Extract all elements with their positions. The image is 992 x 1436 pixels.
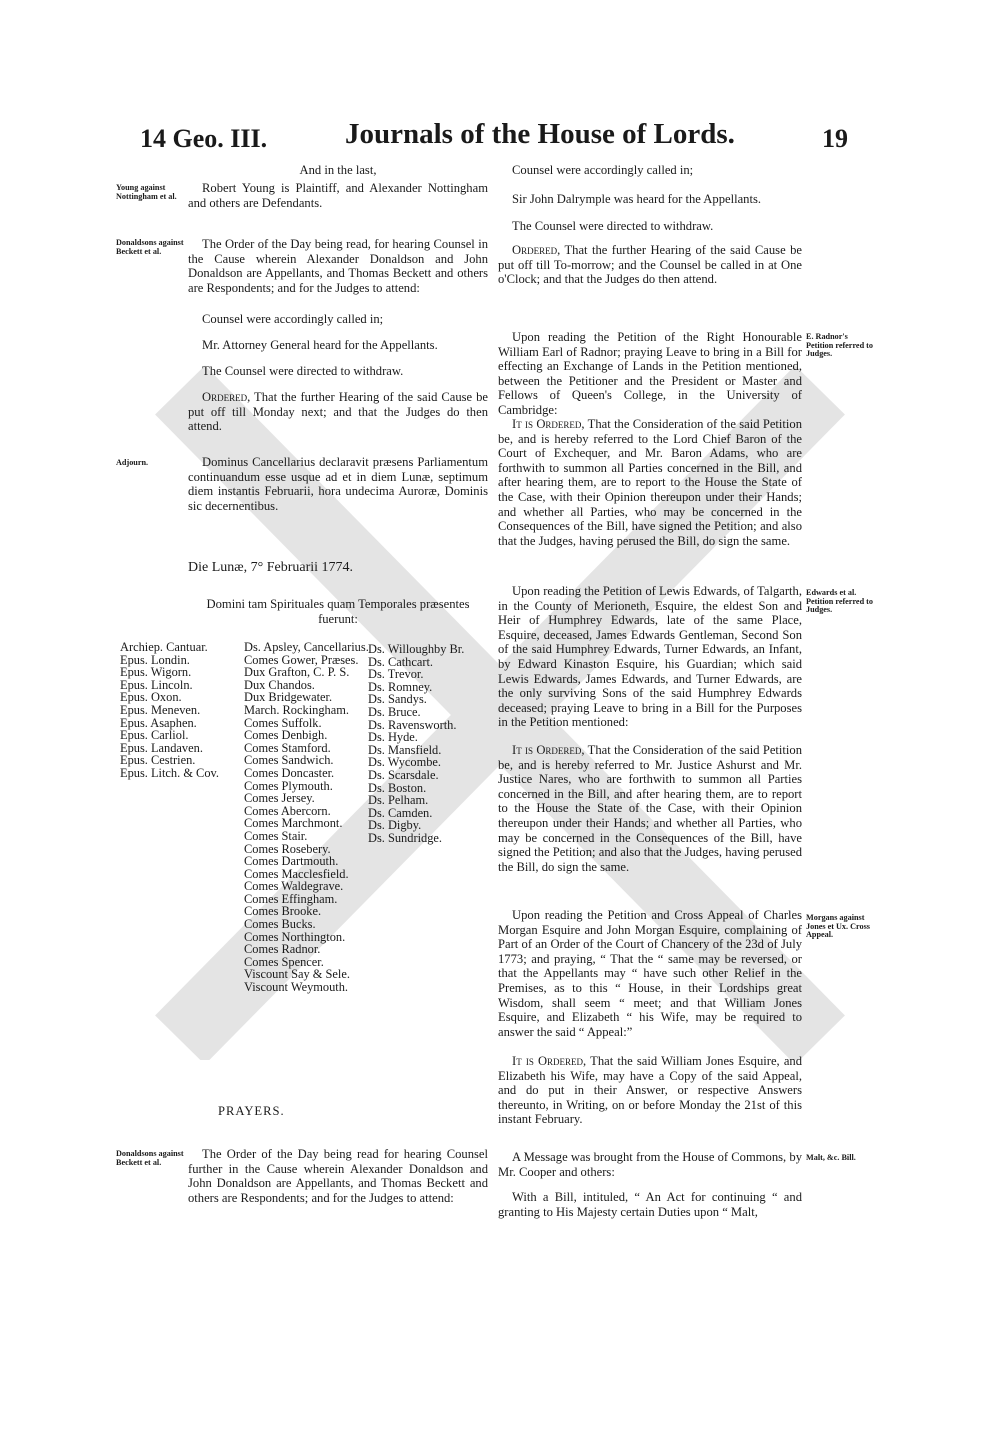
lord-name: Comes Spencer. — [244, 954, 324, 969]
regnal-year: 14 Geo. III. — [140, 124, 268, 153]
lord-name: Ds. Wycombe. — [368, 755, 442, 770]
lord-name: Ds. Digby. — [368, 818, 422, 833]
donaldson-paragraph-2: The Order of the Day being read for hearing Counsel further in the Cause wherein Alexander Donaldson and John Donaldson are Appellants, and Thomas Beckett and others are Respondents; and for the Judges to attend: — [188, 1147, 488, 1205]
margin-radnor: E. Radnor's Petition referred to Judges. — [806, 332, 873, 359]
margin-edwards: Edwards et al. Petition referred to Judges. — [806, 588, 873, 615]
lord-name: Ds. Pelham. — [368, 793, 429, 808]
lord-name: Comes Rosebery. — [244, 841, 331, 856]
lord-name: Ds. Mansfield. — [368, 742, 442, 757]
edwards-petition: Upon reading the Petition of Lewis Edwards, of Talgarth, in the County of Merioneth, Esquire, the eldest Son and Heir of Humphrey Edwards, late of the same Place, Esquire, deceased, James Edwards Gentleman, Second Son of the said Humphrey Edwards, Turner Edwards, an Infant, by Edward Kinaston Esquire, his Guardian; which said Lewis Edwards, James Edwards, and Turner Edwards, are the only surviving Sons of the said Humphrey Edwards deceased; praying Leave to bring in a Bill for the Purposes in the Petition mentioned: — [498, 584, 802, 730]
radnor-petition: Upon reading the Petition of the Right Honourable William Earl of Radnor; praying Leave to bring in a Bill for effecting an Exchange of Lands in the Petition mentioned, between the Petitioner and the President or Master and Fellows of Queen's College, in the University of Cambridge: — [498, 330, 802, 417]
lord-name: Epus. Meneven. — [120, 702, 201, 717]
edwards-order — [498, 743, 802, 874]
lords-column-bishops — [120, 641, 219, 780]
dalrymple-heard: Sir John Dalrymple was heard for the Appellants. — [512, 192, 762, 206]
right-ordered-paragraph — [498, 243, 802, 287]
domini-heading: Domini tam Spirituales quam Temporales præsentes fuerunt: — [206, 597, 470, 626]
lord-name: Ds. Cathcart. — [368, 654, 434, 669]
lord-name: March. Rockingham. — [244, 702, 349, 717]
lord-name: Epus. Oxon. — [120, 690, 182, 705]
lords-column-barons — [368, 643, 464, 845]
edwards-order-text: That the Consideration of the said Petition be, and is hereby referred to Mr. Justice Ashurst and Mr. Justice Nares, who are forthwith to summon all Parties concerned in the Bill, and after hearing them, are to report to the House the State of the Case, with their Opinion thereupon under their Hands; and whether all Parties, who may be concerned in the Consequences of the Bill, have signed the Petition; and also that the Judges, having perused the Bill, do sign the same. — [498, 743, 803, 874]
donaldson-paragraph: The Order of the Day being read, for hearing Counsel in the Cause wherein Alexander Donaldson and John Donaldson are Appellants, and Thomas Beckett and others are Respondents; and for the Judges to attend: — [188, 237, 488, 295]
lord-name: Ds. Trevor. — [368, 667, 424, 682]
edwards-order-label: It is Ordered, — [512, 743, 585, 757]
lord-name: Comes Gower, Præses. — [244, 652, 359, 667]
lord-name: Ds. Apsley, Cancellarius. — [244, 640, 369, 654]
malt-bill-text: With a Bill, intituled, “ An Act for continuing “ and granting to His Majesty certain Duties upon “ Malt, — [498, 1190, 802, 1219]
lord-name: Comes Plymouth. — [244, 778, 333, 793]
lord-name: Comes Effingham. — [244, 891, 338, 906]
young-paragraph: Robert Young is Plaintiff, and Alexander Nottingham and others are Defendants. — [188, 181, 488, 210]
counsel-called-in: Counsel were accordingly called in; — [202, 312, 384, 326]
lord-name: Comes Abercorn. — [244, 803, 331, 818]
lord-name: Dux Chandos. — [244, 677, 315, 692]
lord-name: Ds. Sundridge. — [368, 830, 442, 845]
morgan-order — [498, 1054, 802, 1127]
morgan-petition: Upon reading the Petition and Cross Appeal of Charles Morgan Esquire and John Morgan Esquire, complaining of Part of an Order of the Court of Chancery of the 23d of July 1773; and praying, “ That the “ same may be reversed, or that the Appellants may “ have such other Relief in the Premises, as to this “ House, in their Lordships great Wisdom, shall seem “ meet; and that William Jones Esquire, and Elizabeth “ his Wife, may be required to answer the said “ Appeal:” — [498, 908, 802, 1039]
lord-name: Comes Denbigh. — [244, 728, 328, 743]
malt-message: A Message was brought from the House of Commons, by Mr. Cooper and others: — [498, 1150, 802, 1179]
lord-name: Comes Stair. — [244, 828, 308, 843]
lord-name: Comes Northington. — [244, 929, 346, 944]
lord-name: Comes Dartmouth. — [244, 854, 339, 869]
lord-name: Ds. Ravensworth. — [368, 717, 457, 732]
lord-name: Comes Jersey. — [244, 791, 315, 806]
right-counsel-called-in: Counsel were accordingly called in; — [512, 163, 694, 177]
die-heading: Die Lunæ, 7° Februarii 1774. — [188, 560, 354, 575]
margin-morgan: Morgans against Jones et Ux. Cross Appeal. — [806, 913, 870, 940]
lord-name: Comes Sandwich. — [244, 753, 334, 768]
morgan-order-label: It is Ordered, — [512, 1054, 587, 1068]
ordered-paragraph — [188, 390, 488, 434]
right-counsel-withdraw: The Counsel were directed to withdraw. — [512, 219, 714, 233]
lord-name: Comes Brooke. — [244, 904, 322, 919]
lord-name: Epus. Litch. & Cov. — [120, 765, 220, 780]
right-ordered-label: Ordered, — [512, 243, 561, 257]
ordered-text: That the further Hearing of the said Cause be put off till Monday next; and that the Judges do then attend. — [188, 390, 488, 434]
radnor-order — [498, 417, 802, 548]
radnor-order-text: That the Consideration of the said Petition be, and is hereby referred to the Lord Chief Baron of the Court of Exchequer, and Mr. Baron Adams, who are forthwith to summon all Parties concerned in the Bill, and after hearing them, are to report to the House the State of the Case, with their Opinion thereupon under their Hands; and whether all Parties, who may be concerned in the Consequences of the Bill, have signed the Petition; and also that the Judges, having perused the Bill, do sign the same. — [498, 417, 803, 548]
lord-name: Epus. Wigorn. — [120, 665, 192, 680]
page-number: 19 — [822, 124, 848, 153]
lord-name: Epus. Lincoln. — [120, 677, 193, 692]
lord-name: Ds. Sandys. — [368, 692, 427, 707]
lord-name: Ds. Hyde. — [368, 730, 418, 745]
lord-name: Ds. Boston. — [368, 780, 427, 795]
margin-malt: Malt, &c. Bill. — [806, 1153, 856, 1162]
attorney-general: Mr. Attorney General heard for the Appellants. — [202, 338, 438, 352]
lord-name: Comes Stamford. — [244, 740, 331, 755]
radnor-order-label: It is Ordered, — [512, 417, 585, 431]
page-title: Journals of the House of Lords. — [345, 118, 735, 150]
right-ordered-text: That the further Hearing of the said Cause be put off till To-morrow; and the Counsel be called in at One o'Clock; and that the Judges do then attend. — [498, 243, 802, 287]
lord-name: Ds. Camden. — [368, 805, 433, 820]
lord-name: Comes Marchmont. — [244, 816, 343, 831]
lord-name: Dux Bridgewater. — [244, 690, 333, 705]
lord-name: Ds. Willoughby Br. — [368, 642, 465, 656]
morgan-order-text: That the said William Jones Esquire, and Elizabeth his Wife, may have a Copy of the said Appeal, and do put in their Answer, or respective Answers thereunto, in Writing, on or before Monday the 21st of this instant February. — [498, 1054, 803, 1127]
counsel-withdraw: The Counsel were directed to withdraw. — [202, 364, 404, 378]
margin-donaldson-2: Donaldsons against Beckett et al. — [116, 1149, 184, 1167]
lord-name: Comes Radnor. — [244, 942, 321, 957]
lord-name: Ds. Romney. — [368, 679, 433, 694]
margin-adjourn: Adjourn. — [116, 458, 149, 467]
lords-column-peers — [244, 640, 369, 995]
lord-name: Epus. Landaven. — [120, 740, 203, 755]
lord-name: Epus. Carliol. — [120, 728, 189, 743]
ordered-label: Ordered, — [202, 390, 251, 404]
lord-name: Epus. Londin. — [120, 652, 190, 667]
margin-young: Young against Nottingham et al. — [116, 183, 177, 201]
lord-name: Comes Bucks. — [244, 917, 316, 932]
prayers-heading: PRAYERS. — [218, 1104, 285, 1118]
lord-name: Viscount Say & Sele. — [244, 967, 350, 982]
lord-name: Comes Doncaster. — [244, 765, 335, 780]
lord-name: Epus. Cestrien. — [120, 753, 196, 768]
margin-donaldson: Donaldsons against Beckett et al. — [116, 238, 184, 256]
lord-name: Comes Macclesfield. — [244, 866, 349, 881]
lord-name: Viscount Weymouth. — [244, 980, 349, 995]
and-in-the-last: And in the last, — [299, 163, 377, 177]
adjourn-paragraph: Dominus Cancellarius declaravit præsens Parliamentum continuandum esse usque ad et in diem Lunæ, septimum diem instantis Februarii, hora undecima Auroræ, Dominis sic decernentibus. — [188, 455, 488, 513]
lord-name: Dux Grafton, C. P. S. — [244, 665, 350, 680]
lord-name: Comes Suffolk. — [244, 715, 322, 730]
lord-name: Comes Waldegrave. — [244, 879, 344, 894]
lord-name: Ds. Bruce. — [368, 704, 421, 719]
lord-name: Epus. Asaphen. — [120, 715, 197, 730]
lord-name: Ds. Scarsdale. — [368, 767, 439, 782]
lord-name: Archiep. Cantuar. — [120, 640, 208, 654]
